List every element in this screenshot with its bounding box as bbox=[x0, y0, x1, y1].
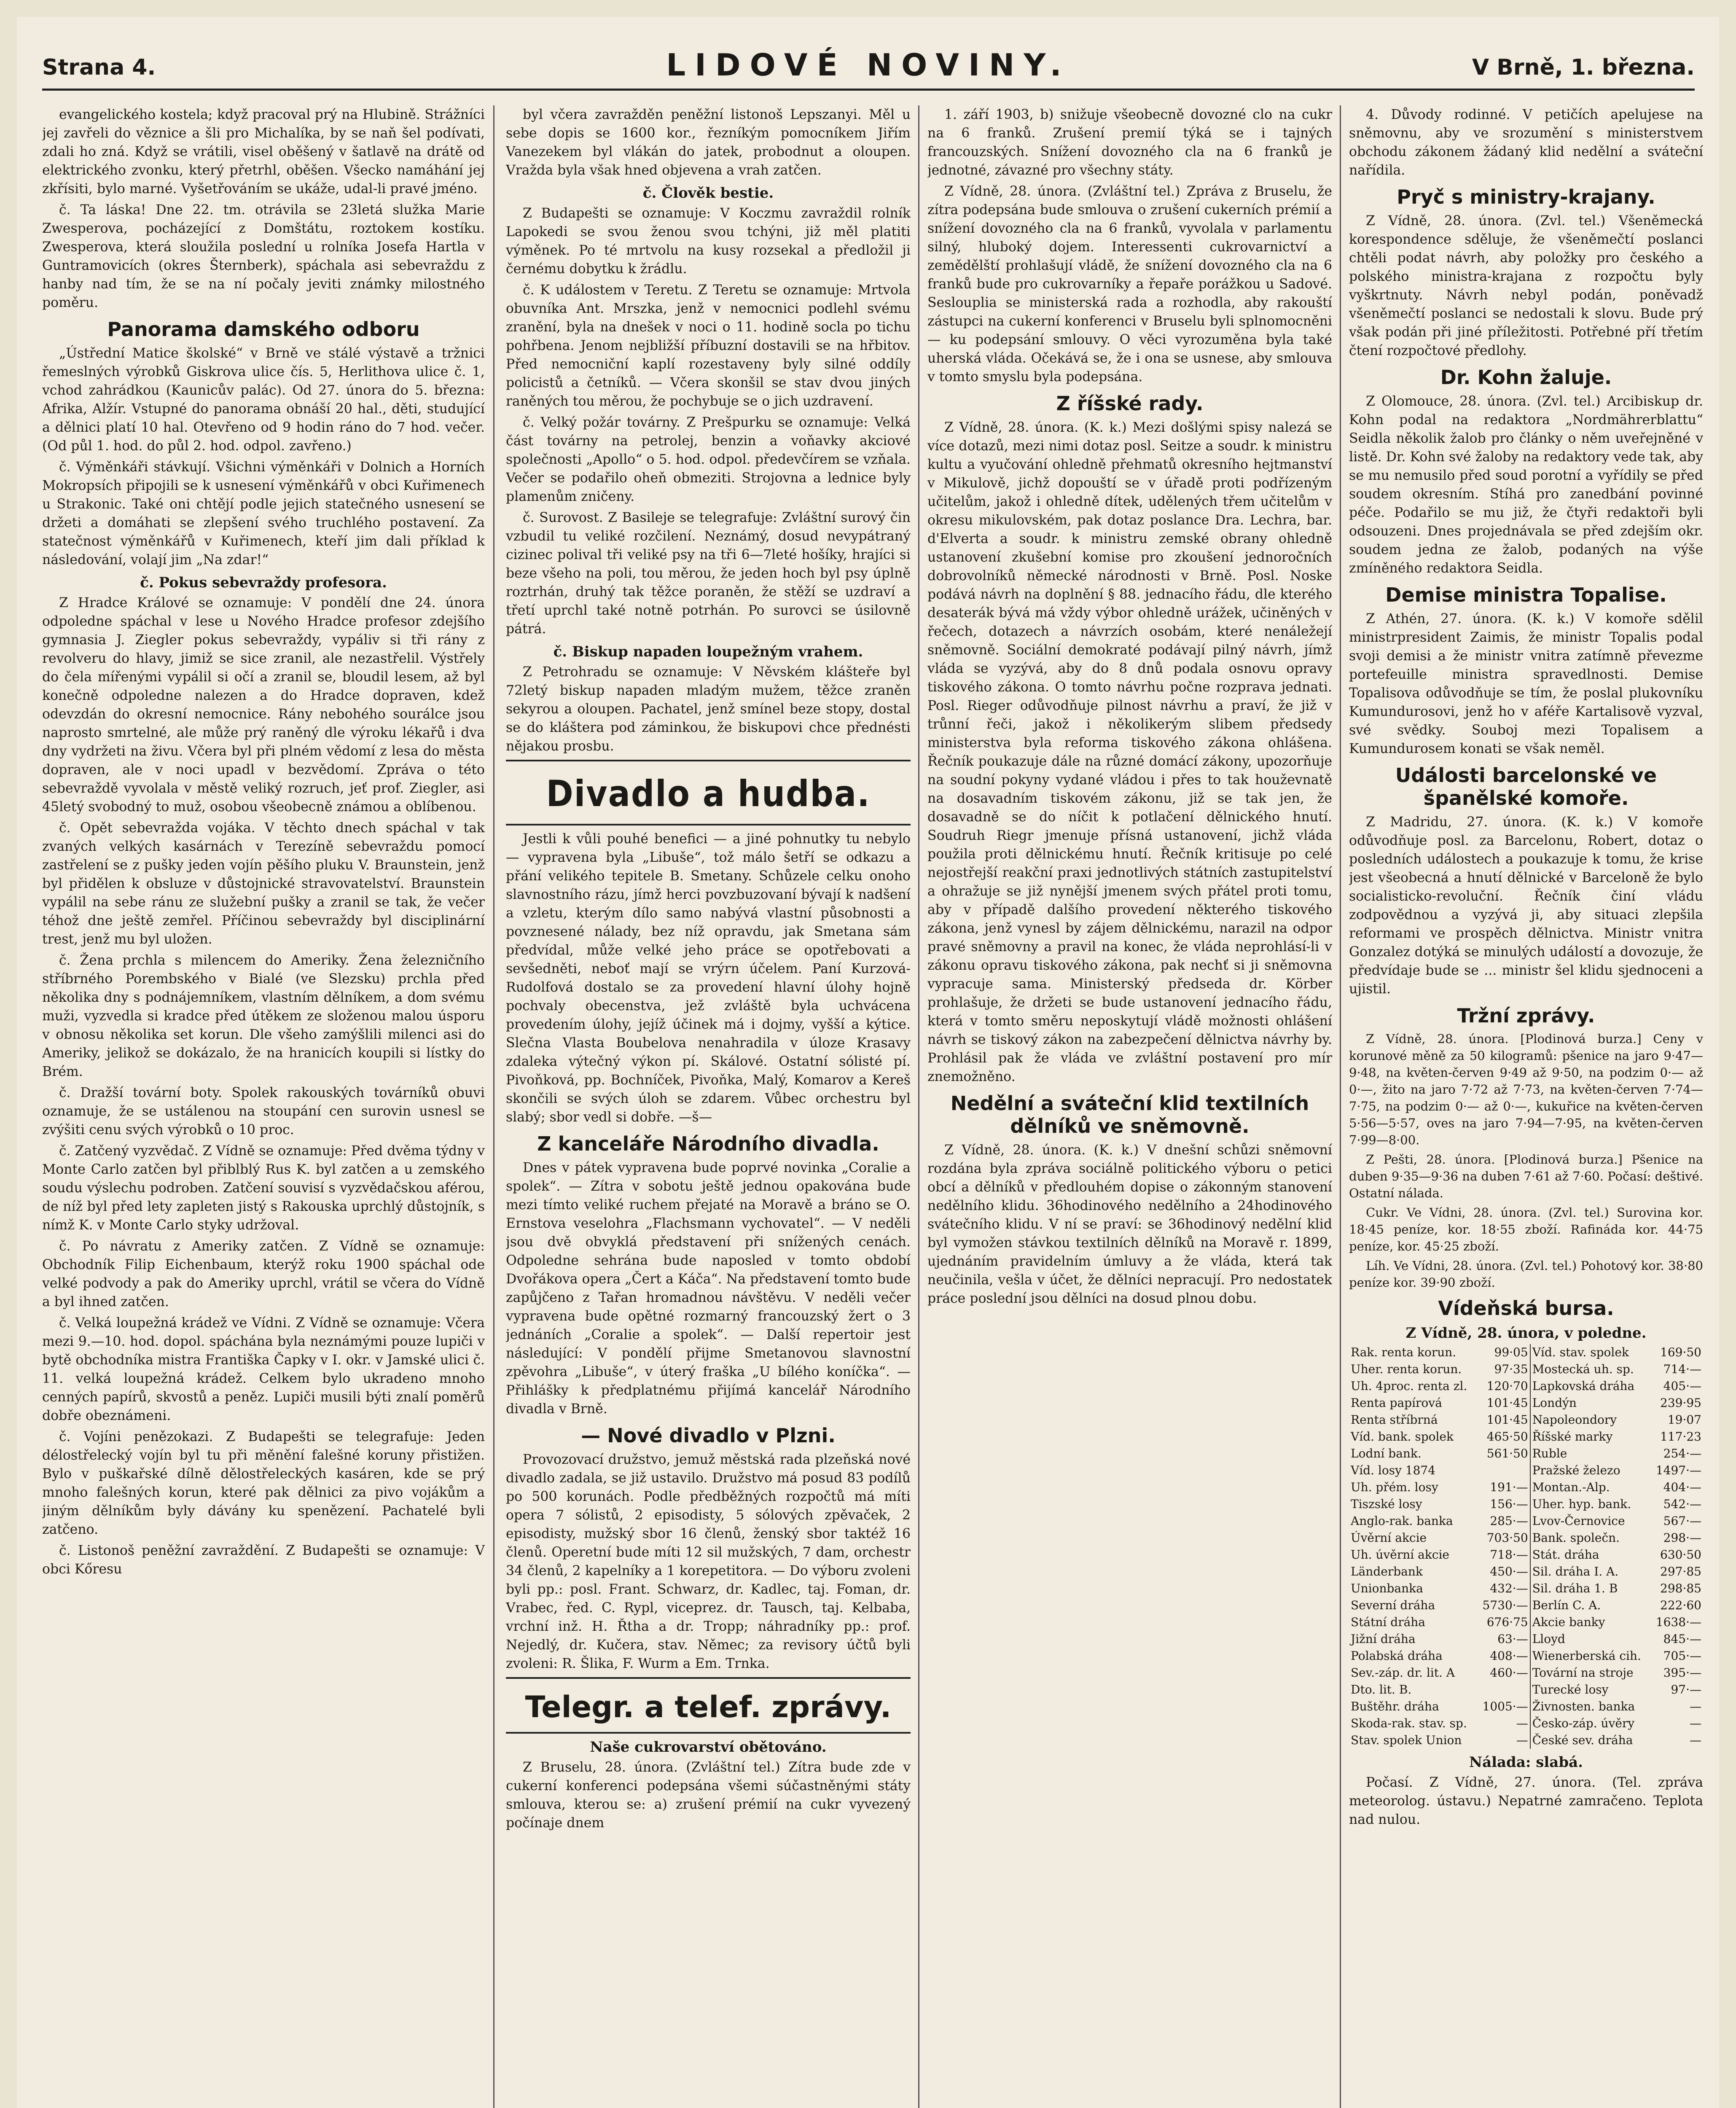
stock-value: 404·— bbox=[1663, 1480, 1701, 1494]
article-subheading: Z Vídně, 28. února, v poledne. bbox=[1405, 1325, 1647, 1342]
stock-table bbox=[1349, 1344, 1703, 1749]
article-text: Jestli k vůli pouhé benefici — a jiné pohnutky tu nebylo — vypravena byla „Libuše“, tož málo šetří se odkazu a přání velikého tepitele B. Smetany. Schůzele celku onoho slavnostního rázu, jímž herci povzbuzovaní bývají k nadšení a vzletu, kterým dílo samo nabývá vlastní působnosti a povznesené nálady, bez níž opravdu, jak Smetana sám předvídal, může velké jeho práce se opotřebovati a sevšedněti, neboť mají se vrýrn účelem. Paní Kurzová-Rudolfová dostalo se za provedení hlavní úlohy hojně pochvaly obecenstva, jež zvláště byla uchvácena provedením úlohy, jejíž účinek má i dojmy, vyšší a kýtice. Slečna Vlasta Boubelova nenahradila v úloze Krasavy zdaleka výtečný výkon pí. Skálové. Ostatní sólisté pí. Pivoňková, pp. Bochníček, Pivoňka, Malý, Komarov a Kereš skončili se svých úloh se zdarem. Vůbec orchestru byl slabý; sbor vedl si dobře. —š— bbox=[506, 831, 911, 1125]
article-heading: Události barcelonské ve španělské komoře. bbox=[1395, 764, 1657, 809]
stock-name: Lapkovská dráha bbox=[1530, 1378, 1651, 1395]
stock-name: Berlín C. A. bbox=[1530, 1597, 1651, 1614]
stock-value: 676·75 bbox=[1486, 1615, 1528, 1629]
table-row bbox=[1349, 1395, 1703, 1412]
section-box bbox=[506, 760, 911, 825]
stock-name: Víd. bank. spolek bbox=[1351, 1430, 1454, 1444]
article-text: Cukr. Ve Vídni, 28. února. (Zvl. tel.) Surovina kor. 18·45 peníze, kor. 18·55 zboží. Rafináda kor. 44·75 peníze, kor. 45·25 zboží. bbox=[1349, 1205, 1703, 1253]
article-text: Z Petrohradu se oznamuje: V Něvském klášteře byl 72letý biskup napaden mladým mužem, těžce zraněn sekyrou a oloupen. Pachatel, jenž smínel beze stopy, dostal se do kláštera pod záminkou, že biskupovi chce přednésti nějakou prosbu. bbox=[506, 664, 911, 754]
stock-value: 101·45 bbox=[1486, 1413, 1528, 1427]
stock-name: Rak. renta korun. bbox=[1351, 1345, 1457, 1359]
table-row bbox=[1349, 1479, 1703, 1496]
table-row bbox=[1349, 1546, 1703, 1563]
article-text: Provozovací družstvo, jemuž městská rada plzeňská nové divadlo zadala, se již ustavilo. Družstvo má posud 83 podílů po 500 korunách. Podle předběžných rozpočtů má míti opera 7 sólistů, 2 episodisty, 5 sólových zpěvaček, 2 episodisty, mužský sbor 16 členů, ženský sbor taktéž 16 členů. Operetní bude míti 12 sil mužských, 7 dam, orchestr 34 členů, 2 kapelníky a 1 korepetitora. — Do výboru zvoleni byli pp.: posl. Frant. Schwarz, dr. Kadlec, taj. Foman, dr. Vrabec, řed. C. Rypl, viceprez. dr. Tausch, taj. Kelbaba, vrchní inž. H. Řtha a dr. Tropp; náhradníky pp.: prof. Nejedlý, dr. Kučera, stav. Němec; za revisory účtů byli zvoleni: R. Šlika, F. Wurm a Em. Trnka. bbox=[506, 1452, 911, 1671]
table-row bbox=[1349, 1445, 1703, 1462]
stock-value: 1638·— bbox=[1655, 1615, 1701, 1629]
article-text: č. Opět sebevražda vojáka. V těchto dnech spáchal v tak zvaných velkých kasárnách v Terezíně sebevraždu pomocí zastřelení se z pušky jeden vojín pěšího pluku V. Braunstein, jenž byl přidělen k obsluze v důstojnické stravovatelství. Braunstein vypálil na sebe ránu ze služební pušky a zranil se tak, že večer téhož dne ještě zemřel. Příčinou sebevraždy byl disciplinární trest, jenž mu byl uložen. bbox=[42, 820, 485, 947]
stock-value: 567·— bbox=[1663, 1514, 1701, 1528]
stock-name: Anglo-rak. banka bbox=[1351, 1514, 1453, 1528]
stock-name: Severní dráha bbox=[1351, 1598, 1435, 1612]
article-text: Z Athén, 27. února. (K. k.) V komoře sdělil ministrpresident Zaimis, že ministr Topalis podal svoji demisi a že ministr vnitra zatímně převezme portefeuille ministra spravedlnosti. Demise Topalisova odůvodňuje se tím, že poslal plukovníku Kumundurosovi, jenž ho v aféře Kartalisově vyzval, své svědky. Souboj mezi Topalisem a Kumundurosem konati se však neměl. bbox=[1349, 611, 1703, 756]
article-heading: Panorama damského odboru bbox=[107, 318, 420, 341]
stock-value: 120·70 bbox=[1486, 1379, 1528, 1393]
stock-value: 222·60 bbox=[1660, 1598, 1701, 1612]
stock-name: České sev. dráha bbox=[1530, 1732, 1651, 1749]
stock-name: Stav. spolek Union bbox=[1351, 1733, 1462, 1747]
article-text: Z Vídně, 28. února. (Zvláštní tel.) Zpráva z Bruselu, že zítra podepsána bude smlouva o zrušení cukerních prémií a snížení dovozného cla na 6 franků, vyvolala v parlamentu silný, hluboký dojem. Interessenti cukrovarnictví a zemědělští prohlašují vládě, že snížení dovozného cla na 6 franků bude pro cukrovarníky a řepaře porážkou u Sadové. Seslouplia se ministerská rada a rozhodla, aby rakouští zástupci na cukerní konferenci v Bruselu byli splnomocněni — ku podepsání smlouvy. O věci vyrozuměna byla také uherská vláda. Očekává se, že i ona se usnese, aby smlouva v tomto smyslu byla podepsána. bbox=[927, 184, 1332, 384]
article-heading: Demise ministra Topalise. bbox=[1385, 583, 1667, 606]
stock-name: Sil. dráha I. A. bbox=[1530, 1563, 1651, 1580]
newspaper-page bbox=[17, 17, 1719, 2108]
table-row bbox=[1349, 1580, 1703, 1597]
table-row bbox=[1349, 1648, 1703, 1664]
article-text: Z Vídně, 28. února. (Zvl. tel.) Všeněmecká korespondence sděluje, že všeněmečtí poslanci chtěli podat návrh, aby položky pro českého a polského ministra-krajana z rozpočtu byly vyškrtnuty. Návrh nebyl podán, poněvadž všeněmečtí poslanci se nedostali k slovu. Bude prý však podán při jiné příležitosti. Potřebné pří třetím čtení rozpočtové předlohy. bbox=[1349, 213, 1703, 358]
stock-value: 705·— bbox=[1663, 1649, 1701, 1663]
stock-name: Akcie banky bbox=[1530, 1614, 1651, 1631]
article-text: Z Pešti, 28. února. [Plodinová burza.] Pšenice na duben 9·35—9·36 na duben 7·61 až 7·60. Počasí: deštivé. Ostatní nálada. bbox=[1349, 1152, 1703, 1200]
stock-name: Státní dráha bbox=[1351, 1615, 1425, 1629]
stock-name: Lloyd bbox=[1530, 1631, 1651, 1648]
stock-name: Víd. stav. spolek bbox=[1530, 1344, 1651, 1361]
stock-name: Říšské marky bbox=[1530, 1428, 1651, 1445]
column-2 bbox=[506, 105, 911, 2108]
newspaper-title: LIDOVÉ NOVINY. bbox=[666, 47, 1071, 83]
stock-value: 845·— bbox=[1663, 1632, 1701, 1646]
article-text: Dnes v pátek vypravena bude poprvé novinka „Coralie a spolek“. — Zítra v sobotu ještě jednou opakována bude mezi tímto veliké ruchem přejaté na Moravě a bráno se O. Ernstova veselohra „Flachsmann vychovatel“. — V neděli jsou dvě obvyklá představení při snížených cenách. Odpoledne sehrána bude naposled v tomto období Dvořákova opera „Čert a Káča“. Na představení tomto bude zapůjčeno z Tařan hromadnou návštěvu. V neděli večer vypravena bude opětné rozmarný francouzský žert o 3 jednáních „Coralie a spolek“. — Další repertoir jest následující: V pondělí přijme Smetanovou slavnostní zpěvohra „Libuše“, v úterý fraška „U bílého koníčka“. — Přihlášky k předplatnému přijímá kancelář Národního divadla v Brně. bbox=[506, 1160, 911, 1417]
article-text: Z Vídně, 28. února. [Plodinová burza.] Ceny v korunové měně za 50 kilogramů: pšenice na jaro 9·47—9·48, na květen-červen 9·49 až 9·50, na podzim 0·— až 0·—, žito na jaro 7·72 až 7·73, na květen-červen 7·74—7·75, na podzim 0·— až 0·—, kukuřice na květen-červen 5·56—5·57, oves na jaro 7·94—7·95, na květen-červen 7·99—8·00. bbox=[1349, 1032, 1703, 1147]
column-rule bbox=[918, 105, 919, 2108]
stock-value: 450·— bbox=[1490, 1565, 1528, 1578]
article-text: č. Po návratu z Ameriky zatčen. Z Vídně se oznamuje: Obchodník Filip Eichenbaum, kterýž roku 1900 spáchal ode velké podvody a pak do Ameriky uprchl, vrátil se včera do Vídně a byl ihned zatčen. bbox=[42, 1239, 485, 1309]
section-box bbox=[506, 1677, 911, 1734]
stock-name: Montan.-Alp. bbox=[1530, 1479, 1651, 1496]
stock-value: 460·— bbox=[1490, 1666, 1528, 1680]
stock-name: Mostecká uh. sp. bbox=[1530, 1361, 1651, 1378]
weather-report: Počasí. Z Vídně, 27. února. (Tel. zpráva meteorolog. ústavu.) Nepatrné zamračeno. Teplota nad nulou. bbox=[1349, 1775, 1703, 1827]
stock-name: Uh. úvěrní akcie bbox=[1351, 1548, 1449, 1562]
masthead bbox=[42, 25, 1695, 91]
column-4 bbox=[1349, 105, 1703, 2108]
stock-name: Uh. 4proc. renta zl. bbox=[1351, 1379, 1467, 1393]
article-text: Z Budapešti se oznamuje: V Koczmu zavraždil rolník Lapokedi se svou ženou svou tchýni, již měl platiti výměnek. Po té mrtvolu na kusy rozsekal a předložil ji černému dobytku k žrádlu. bbox=[506, 206, 911, 277]
table-row bbox=[1349, 1462, 1703, 1479]
stock-name: Unionbanka bbox=[1351, 1581, 1423, 1595]
stock-value: 465·50 bbox=[1486, 1430, 1528, 1444]
stock-value: 703·50 bbox=[1486, 1531, 1528, 1545]
table-row bbox=[1349, 1664, 1703, 1681]
column-3 bbox=[927, 105, 1332, 2108]
column-1 bbox=[42, 105, 485, 2108]
stock-name: Uh. přém. losy bbox=[1351, 1480, 1438, 1494]
stock-value: 297·85 bbox=[1660, 1565, 1701, 1578]
stock-value: 63·— bbox=[1497, 1632, 1528, 1646]
stock-value: — bbox=[1516, 1733, 1528, 1747]
table-row bbox=[1349, 1698, 1703, 1715]
market-mood: Nálada: slabá. bbox=[1469, 1754, 1583, 1771]
article-text: č. Surovost. Z Basileje se telegrafuje: Zvláštní surový čin vzbudil tu veliké rozčilení. Neznámý, dosud nevypátraný cizinec polival tři veliké psy na tři 6—7leté hošíky, hrajíci si beze všeho na poli, tou měrou, že jeden hoch byl psy úplně roztrhán, druhý tak těžce poraněn, že stěží se uzdraví a třetí uprchl také notně potrhán. Po surovci se úsilovně pátrá. bbox=[506, 510, 911, 637]
stock-value: 395·— bbox=[1663, 1666, 1701, 1680]
stock-value: 117·23 bbox=[1660, 1430, 1701, 1444]
stock-value: 298·85 bbox=[1660, 1581, 1701, 1595]
article-text: č. Žena prchla s milencem do Ameriky. Žena železničního stříbrného Porembského v Bialé (ve Slezsku) prchla před několika dny s podnájemníkem, vlastním dělníkem, a dom svému muži, vyzvedla si kradce před útěkem ze složenou malou úsporu v obnosu několika set korun. Dle všeho zamýšlili milenci asi do Ameriky, jelikož se dokázalo, že na hranicích koupili si lístky do Brém. bbox=[42, 953, 485, 1079]
article-heading: Naše cukrovarství obětováno. bbox=[590, 1739, 827, 1756]
stock-name: Sil. dráha 1. B bbox=[1530, 1580, 1651, 1597]
stock-value: — bbox=[1690, 1699, 1701, 1713]
stock-name: Londýn bbox=[1530, 1395, 1651, 1412]
article-text: Z Vídně, 28. února. (K. k.) V dnešní schůzi sněmovní rozdána byla zpráva sociálně politického výboru o petici obcí a dělníků v předlouhém dopise o zákonným stanovení nedělního klidu. 36hodinového nedělního a 24hodinového svátečního klidu. V ní se praví: se 36hodinový nedělní klid byl vymožen stávkou textilních dělníků na Moravě r. 1899, ujednáním pravidelním úmluvy a že vláda, která tak neučinila, vešla v účet, že dělníci nepracují. Pro nedostatek práce poslední jsou dělníci na dosud plnou dobu. bbox=[927, 1143, 1332, 1306]
stock-value: 254·— bbox=[1663, 1447, 1701, 1460]
stock-value bbox=[1477, 1681, 1530, 1698]
stock-name: Stát. dráha bbox=[1530, 1546, 1651, 1563]
stock-value: 1497·— bbox=[1655, 1463, 1701, 1477]
stock-name: Živnosten. banka bbox=[1530, 1698, 1651, 1715]
table-row bbox=[1349, 1344, 1703, 1361]
stock-value: — bbox=[1690, 1716, 1701, 1730]
stock-name: Skoda-rak. stav. sp. bbox=[1351, 1716, 1467, 1730]
stock-name: Pražské železo bbox=[1530, 1462, 1651, 1479]
article-text: č. Dražší tovární boty. Spolek rakouských továrníků obuvi oznamuje, že se ustálenou na stoupání cen surovin usnesl se zvýšiti cenu svých výrobků o 10 proc. bbox=[42, 1085, 485, 1137]
stock-value: 408·— bbox=[1490, 1649, 1528, 1663]
stock-name: Uher. hyp. bank. bbox=[1530, 1496, 1651, 1513]
article-text: č. Výměnkáři stávkují. Všichni výměnkáři v Dolnich a Horních Mokropsích připojili se k usnesení výměnkářů v obci Kuřimenech u Strakonic. Také oni chtějí podle jejich statečného usnesení se držeti a domáhati se zlepšení svého truchlého postavení. Za statečnost výměnkářů v Kuřimenech, kteří jim dali příklad k následování, volají jim „Na zdar!“ bbox=[42, 460, 485, 567]
stock-name: Renta stříbrná bbox=[1351, 1413, 1438, 1427]
stock-value: — bbox=[1690, 1733, 1701, 1747]
stock-value: 19·07 bbox=[1667, 1413, 1701, 1427]
issue-date: V Brně, 1. března. bbox=[1472, 55, 1695, 80]
stock-value: 630·50 bbox=[1660, 1548, 1701, 1562]
article-text: Z Hradce Králové se oznamuje: V pondělí dne 24. února odpoledne spáchal v lese u Nového Hradce profesor zdejšího gymnasia J. Ziegler pokus sebevraždy, vypáliv si tři rány z revolveru do hlavy, jimiž se sice zranil, ale nezastřelil. Výstřely do čela mířenými vypálil si očí a zranil se, bloudil lesem, až byl konečně odpoledne nalezen a do Hradce dopraven, kdež odevzdán do okresní nemocnice. Rány nebohého sourálce jsou naprosto smrtelné, ale může prý raněný dle výroku lékařů i dva dny vydržeti na živu. Včera byl při plném vědomí z lesa do města dopraven, ale v noci upadl v bezvědomí. Zpráva o této sebevraždě vyvolala v městě veliký rozruch, jeť prof. Ziegler, asi 45letý svobodný to muž, osobou všeobecně známou a oblíbenou. bbox=[42, 595, 485, 815]
stock-name: Česko-záp. úvěry bbox=[1530, 1715, 1651, 1732]
table-row bbox=[1349, 1631, 1703, 1648]
stock-value: 714·— bbox=[1663, 1362, 1701, 1376]
table-row bbox=[1349, 1513, 1703, 1530]
article-text: 4. Důvody rodinné. V petičích apelujese na sněmovnu, aby ve srozumění s ministerstvem obchodu zákonem žádaný klid nedělní a sváteční nařídila. bbox=[1349, 107, 1703, 178]
stock-name: Jižní dráha bbox=[1351, 1632, 1416, 1646]
article-text: byl včera zavražděn peněžní listonoš Lepszanyi. Měl u sebe dopis se 1600 kor., řezníkým pomocníkem Jiřím Vanezekem byl vlákán do jatek, probodnut a oloupen. Vražda byla však hned objevena a vrah zatčen. bbox=[506, 107, 911, 178]
table-row bbox=[1349, 1530, 1703, 1546]
stock-name: Buštěhr. dráha bbox=[1351, 1699, 1439, 1713]
stock-value: 718·— bbox=[1490, 1548, 1528, 1562]
column-rule bbox=[1340, 105, 1341, 2108]
table-row bbox=[1349, 1597, 1703, 1614]
article-text: č. Velký požár továrny. Z Prešpurku se oznamuje: Velká část továrny na petrolej, benzin a voňavky akciové společnosti „Apollo“ o 5. hod. odpol. předevčírem se vzňala. Večer se podařilo oheň obmeziti. Strojovna a lednice byly plamenům zničeny. bbox=[506, 415, 911, 504]
stock-value: 239·95 bbox=[1660, 1396, 1701, 1410]
stock-name: Lodní bank. bbox=[1351, 1447, 1422, 1460]
stock-name: Wienerberská cih. bbox=[1530, 1648, 1651, 1664]
stock-value: 156·— bbox=[1490, 1497, 1528, 1511]
stock-value bbox=[1477, 1462, 1530, 1479]
article-text: č. Ta láska! Dne 22. tm. otrávila se 23letá služka Marie Zwesperova, pocházející z Domštátu, roztokem kostíku. Zwesperova, která sloužila poslední u rolníka Josefa Hartla v Guntramovicích (okres Šternberk), spáchala asi sebevraždu z hanby nad tím, že se na ní počaly jeviti známky milostného poměru. bbox=[42, 202, 485, 310]
article-heading: Z kanceláře Národního divadla. bbox=[537, 1132, 879, 1155]
stock-name: Tiszské losy bbox=[1351, 1497, 1422, 1511]
article-heading: č. Člověk bestie. bbox=[642, 185, 774, 202]
table-row bbox=[1349, 1614, 1703, 1631]
stock-value: 97·35 bbox=[1494, 1362, 1528, 1376]
table-row bbox=[1349, 1732, 1703, 1749]
article-heading: Dr. Kohn žaluje. bbox=[1440, 366, 1612, 389]
article-text: č. Zatčený vyzvědač. Z Vídně se oznamuje: Před dvěma týdny v Monte Carlo zatčen byl přiblblý Rus K. byl zatčen a u zemského soudu výslechu podroben. Zatčení souvisí s vyzvědačskou aférou, de níž byl před lety zapleten jistý s Rakouska uprchlý důstojník, s nímž K. v Monte Carlo styky udržoval. bbox=[42, 1143, 485, 1233]
table-row bbox=[1349, 1681, 1703, 1698]
stock-value: 298·— bbox=[1663, 1531, 1701, 1545]
article-text: Z Vídně, 28. února. (K. k.) Mezi došlými spisy nalezá se více dotazů, mezi nimi dotaz posl. Seitze a soudr. k ministru kultu a vyučování ohledně přehmatů okresního hejtmanství v Mikulově, jichž dopouští se v úřadě proti podřízeným učitelům, jakož i ohledně dítek, udělených třem učitelům v okresu mikulovském, pak dotaz poslance Dra. Lechra, bar. d'Elverta a soudr. k ministru zemské obrany ohledně ustanovení zkušební komise pro zkoušení jednoročních dobrovolníků německé národnosti v Brně. Posl. Noske podává návrh na doplnění § 88. jednacího řádu, dle kterého desaterák bývá má vždy výbor ohledně urážek, učiněných v řečech, dotazech a návrzích osobám, které nenáležejí sněmovně. Sociální demokraté podávají pilný návrh, jímž vláda se vyzývá, aby do 8 dnů podala osnovu opravy tiskového zákona. O tomto návrhu počne rozprava jednati. Posl. Rieger odůvodňuje pilnost návrhu a praví, že již v trůnní řeči, jakož i několikerým slibem předsedy ministerstva byla reforma tiskového zákona ohlášena. Řečník poukazuje dále na různé domácí zákony, upozorňuje na soudní pokyny vydané vládou i přes to tak houževnatě na dosavadním tiskovém zákonu, již se tak jen, že dosavadně se do níčit k potlačení dělnického hnutí. Soudruh Riegr jmenuje přísná ustanovení, jichž vláda použila proti dělnickému hnutí. Řečník kritisuje po celé nejostřejší reakční praxi jednotlivých státních zastupitelství a ohražuje se již nynější jmenem svých přátel proti tomu, aby v případě dalšího provedení některého tiskového zákona, jenž vynesl by zájem dělnickému, narazil na odpor pravé sněmovny a pravil na konec, že vláda neprohlásí-li v zákonu opravu tiskového zákona, pak nechť si ji sněmovna vypracuje sama. Ministerský předseda dr. Körber prohlašuje, že držeti se bude ustanovení jednacího řádu, která v tomto směru neposkytují vládě možnosti ohlášení návrh se tiskový zákon na zabezpečení dělnictva návrhy by. Prohlásil pak že vláda ve zvláštní postavení pro mír znemožněno. bbox=[927, 420, 1332, 1084]
article-text: Líh. Ve Vídni, 28. února. (Zvl. tel.) Pohotový kor. 38·80 peníze kor. 39·90 zboží. bbox=[1349, 1258, 1703, 1290]
table-row bbox=[1349, 1378, 1703, 1395]
article-text: evangelického kostela; když pracoval prý na Hlubině. Strážníci jej zavřeli do věznice a šli pro Michalíka, by se naň šel podívati, zdali ho zná. Když se vrátili, visel oběšený v šatlavě na drátě od elektrického zvonku, který přetrhl, oběšen. Všecko namáhání jej zkřísiti, bylo marné. Vyšetřováním se ukáže, udal-li pravé jméno. bbox=[42, 107, 485, 196]
article-heading: Pryč s ministry-krajany. bbox=[1397, 186, 1655, 208]
table-row bbox=[1349, 1715, 1703, 1732]
stock-name: Länderbank bbox=[1351, 1565, 1423, 1578]
stock-value: 191·— bbox=[1490, 1480, 1528, 1494]
stock-value: 405·— bbox=[1663, 1379, 1701, 1393]
stock-value: 169·50 bbox=[1660, 1345, 1701, 1359]
article-text: č. K událostem v Teretu. Z Teretu se oznamuje: Mrtvola obuvníka Ant. Mrszka, jenž v nemocnici podlehl svému zranění, byla na dnešek v noci o 11. hodině socla po tichu pohřbena. Jenom nejbližší příbuzní dostavili se na hřbitov. Před nemocniční kaplí rozestaveny byly silné oddíly policistů a četníků. — Včera skonšil se stav dvou jiných raněných tou měrou, že pochybuje se o jich uzdravení. bbox=[506, 282, 911, 409]
stock-name: Ruble bbox=[1530, 1445, 1651, 1462]
table-row bbox=[1349, 1428, 1703, 1445]
article-heading: — Nové divadlo v Plzni. bbox=[581, 1424, 836, 1447]
article-text: č. Listonoš peněžní zavraždění. Z Budapešti se oznamuje: V obci Kőresu bbox=[42, 1543, 485, 1577]
stock-value: 97·— bbox=[1671, 1683, 1701, 1697]
article-heading: Tržní zprávy. bbox=[1457, 1004, 1595, 1027]
stock-name: Tovární na stroje bbox=[1530, 1664, 1651, 1681]
stock-name: Turecké losy bbox=[1530, 1681, 1651, 1698]
table-row bbox=[1349, 1361, 1703, 1378]
section-title: Telegr. a telef. zprávy. bbox=[525, 1690, 892, 1724]
table-row bbox=[1349, 1412, 1703, 1428]
article-text: 1. září 1903, b) snižuje všeobecně dovozné clo na cukr na 6 franků. Zrušení premií týká se i tajných francouzských. Snížení dovozného cla na 6 franků je jednotné, závazné pro všechny státy. bbox=[927, 107, 1332, 178]
stock-value: 5730·— bbox=[1482, 1598, 1528, 1612]
stock-value: 285·— bbox=[1490, 1514, 1528, 1528]
stock-value: 1005·— bbox=[1482, 1699, 1528, 1713]
article-text: „Ústřední Matice školské“ v Brně ve stálé výstavě a tržnici řemeslných výrobků Giskrova ulice čís. 5, Herlithova ulice č. 1, vchod zahrádkou (Kaunicův palác). Od 27. února do 5. března: Afrika, Alžír. Vstupné do panorama obnáší 20 hal., děti, studující a dělnici platí 10 hal. Otevřeno od 9 hodin ráno do 7 hod. večer. (Od půl 1. hod. do půl 2. hod. odpol. zavřeno.) bbox=[42, 346, 485, 454]
article-heading: Vídeňská bursa. bbox=[1438, 1297, 1614, 1320]
stock-value: 101·45 bbox=[1486, 1396, 1528, 1410]
table-row bbox=[1349, 1563, 1703, 1580]
page-number: Strana 4. bbox=[42, 55, 156, 80]
article-heading: č. Pokus sebevraždy profesora. bbox=[140, 574, 387, 591]
stock-name: Bank. společn. bbox=[1530, 1530, 1651, 1546]
stock-name: Polabská dráha bbox=[1351, 1649, 1443, 1663]
article-text: č. Vojíni penězokazi. Z Budapešti se telegrafuje: Jeden délostřelecký vojín byl tu při měnění falešné koruny přistižen. Bylo v puškařské dílně dělostřeleckých kasáren, kde se prý mnoho falešných korun, které pak dělnici za pivo vojákům a jiným dělníkům byly dávány ku spenězení. Pachatelé byli zatčeno. bbox=[42, 1429, 485, 1537]
stock-value: — bbox=[1516, 1716, 1528, 1730]
stock-name: Sev.-záp. dr. lit. A bbox=[1351, 1666, 1455, 1680]
stock-value: 542·— bbox=[1663, 1497, 1701, 1511]
article-text: Z Olomouce, 28. února. (Zvl. tel.) Arcibiskup dr. Kohn podal na redaktora „Nordmährerblattu“ Seidla několik žalob pro články o něm uveřejněné v listě. Dr. Kohn své žaloby na redaktory vede tak, aby se mu nemusilo před soud porotní a vyřídily se před soudem okresním. Stíhá pro zanedbání povinné péče. Podařilo se mu již, že čtyři redaktoři byli odsouzeni. Dnes projednávala se před zdejším okr. soudem jedna ze žalob, podaných na výše zmíněného redaktora Seidla. bbox=[1349, 394, 1703, 576]
article-heading: Z říšské rady. bbox=[1056, 392, 1204, 415]
stock-name: Napoleondory bbox=[1530, 1412, 1651, 1428]
stock-name: Lvov-Černovice bbox=[1530, 1513, 1651, 1530]
stock-name: Renta papírová bbox=[1351, 1396, 1442, 1410]
table-row bbox=[1349, 1496, 1703, 1513]
stock-value: 432·— bbox=[1490, 1581, 1528, 1595]
stock-name: Uher. renta korun. bbox=[1351, 1362, 1462, 1376]
stock-name: Víd. losy 1874 bbox=[1351, 1463, 1436, 1477]
article-text: č. Velká loupežná krádež ve Vídni. Z Vídně se oznamuje: Včera mezi 9.—10. hod. dopol. spáchána byla neznámými pouze lupiči v bytě obchodníka mistra Františka Čapky v I. okr. v Jamské ulici č. 11. velká loupežná krádež. Celkem bylo ukradeno mnoho cenných papírů, skvostů a peněz. Lupiči musili býti znalí poměrů dobře obeznámeni. bbox=[42, 1315, 485, 1423]
column-rule bbox=[493, 105, 494, 2108]
article-heading: Nedělní a sváteční klid textilních dělníků ve sněmovně. bbox=[950, 1092, 1309, 1137]
stock-value: 561·50 bbox=[1486, 1447, 1528, 1460]
section-title: Divadlo a hudba. bbox=[546, 773, 871, 815]
article-heading: č. Biskup napaden loupežným vrahem. bbox=[553, 643, 863, 660]
stock-value: 99·05 bbox=[1494, 1345, 1528, 1359]
article-text: Z Madridu, 27. února. (K. k.) V komoře odůvodňuje posl. za Barcelonu, Robert, dotaz o posledních událostech a poukazuje k tomu, že krise jest všeobecná a hnutí dělnické v Barceloně že bylo socialisticko-revoluční. Řečník činí vládu zodpovědnou a vyzývá ji, aby situaci zlepšila reformami ve prospěch dělnictva. Ministr vnitra Gonzalez dotýká se minulých událostí a dovozuje, že předvídaje bude se ... ministr šel klidu sjednoceni a ujistil. bbox=[1349, 815, 1703, 997]
article-text: Z Bruselu, 28. února. (Zvláštní tel.) Zítra bude zde v cukerní konferenci podepsána všemi súčastněnými státy smlouva, kterou se: a) zrušení prémií na cukr vyvezený počínaje dnem bbox=[506, 1760, 911, 1831]
stock-name: Dto. lit. B. bbox=[1351, 1683, 1412, 1697]
stock-name: Úvěrní akcie bbox=[1351, 1531, 1427, 1545]
